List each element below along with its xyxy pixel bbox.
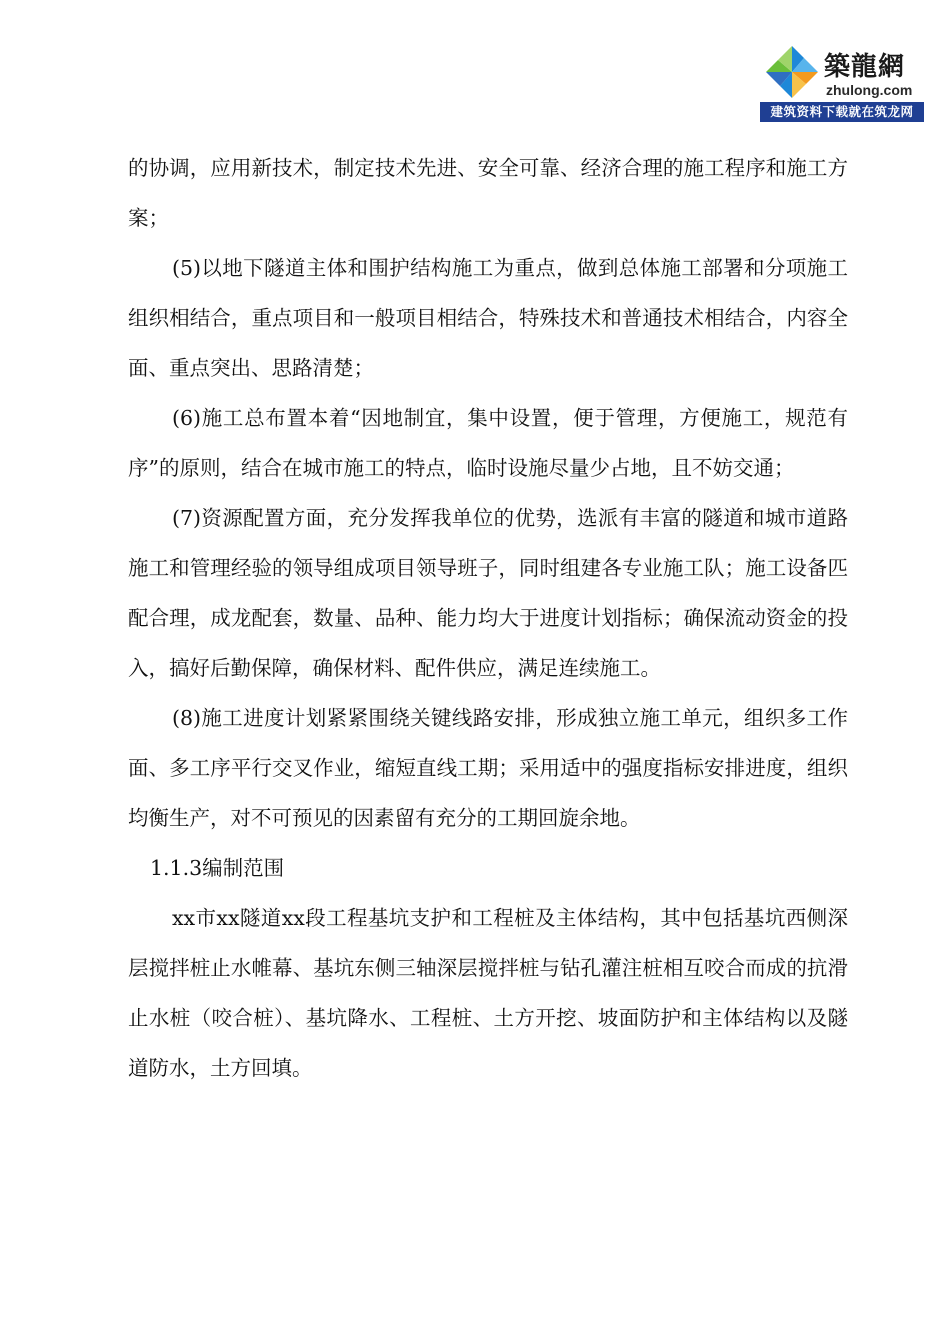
document-body <box>128 143 848 1093</box>
paragraph-item-6: (6)施工总布置本着“因地制宜，集中设置，便于管理，方便施工，规范有序”的原则，结合在城市施工的特点，临时设施尽量少占地，且不妨交通； <box>128 406 848 480</box>
paragraph-continuation: 的协调，应用新技术，制定技术先进、安全可靠、经济合理的施工程序和施工方案； <box>128 156 848 230</box>
paragraph-item-8: (8)施工进度计划紧紧围绕关键线路安排，形成独立施工单元，组织多工作面、多工序平行交叉作业，缩短直线工期；采用适中的强度指标安排进度，组织均衡生产，对不可预见的因素留有充分的工期回旋余地。 <box>128 706 848 830</box>
paragraph-scope: xx市xx隧道xx段工程基坑支护和工程桩及主体结构，其中包括基坑西侧深层搅拌桩止水帷幕、基坑东侧三轴深层搅拌桩与钻孔灌注桩相互咬合而成的抗滑止水桩（咬合桩）、基坑降水、工程桩、土方开挖、坡面防护和主体结构以及隧道防水，土方回填。 <box>128 906 848 1080</box>
paragraph-item-5: (5)以地下隧道主体和围护结构施工为重点，做到总体施工部署和分项施工组织相结合，重点项目和一般项目相结合，特殊技术和普通技术相结合，内容全面、重点突出、思路清楚； <box>128 256 848 380</box>
zhulong-logo <box>760 42 924 122</box>
paragraph-item-7: (7)资源配置方面，充分发挥我单位的优势，选派有丰富的隧道和城市道路施工和管理经验的领导组成项目领导班子，同时组建各专业施工队；施工设备匹配合理，成龙配套，数量、品种、能力均大于进度计划指标；确保流动资金的投入，搞好后勤保障，确保材料、配件供应，满足连续施工。 <box>128 506 848 680</box>
section-heading-1-1-3: 1.1.3编制范围 <box>150 856 285 880</box>
zhulong-pinwheel-icon <box>764 44 820 100</box>
logo-slogan: 建筑资料下载就在筑龙网 <box>760 102 924 122</box>
logo-name: 築龍網 <box>824 52 906 82</box>
logo-url: zhulong.com <box>826 82 913 98</box>
